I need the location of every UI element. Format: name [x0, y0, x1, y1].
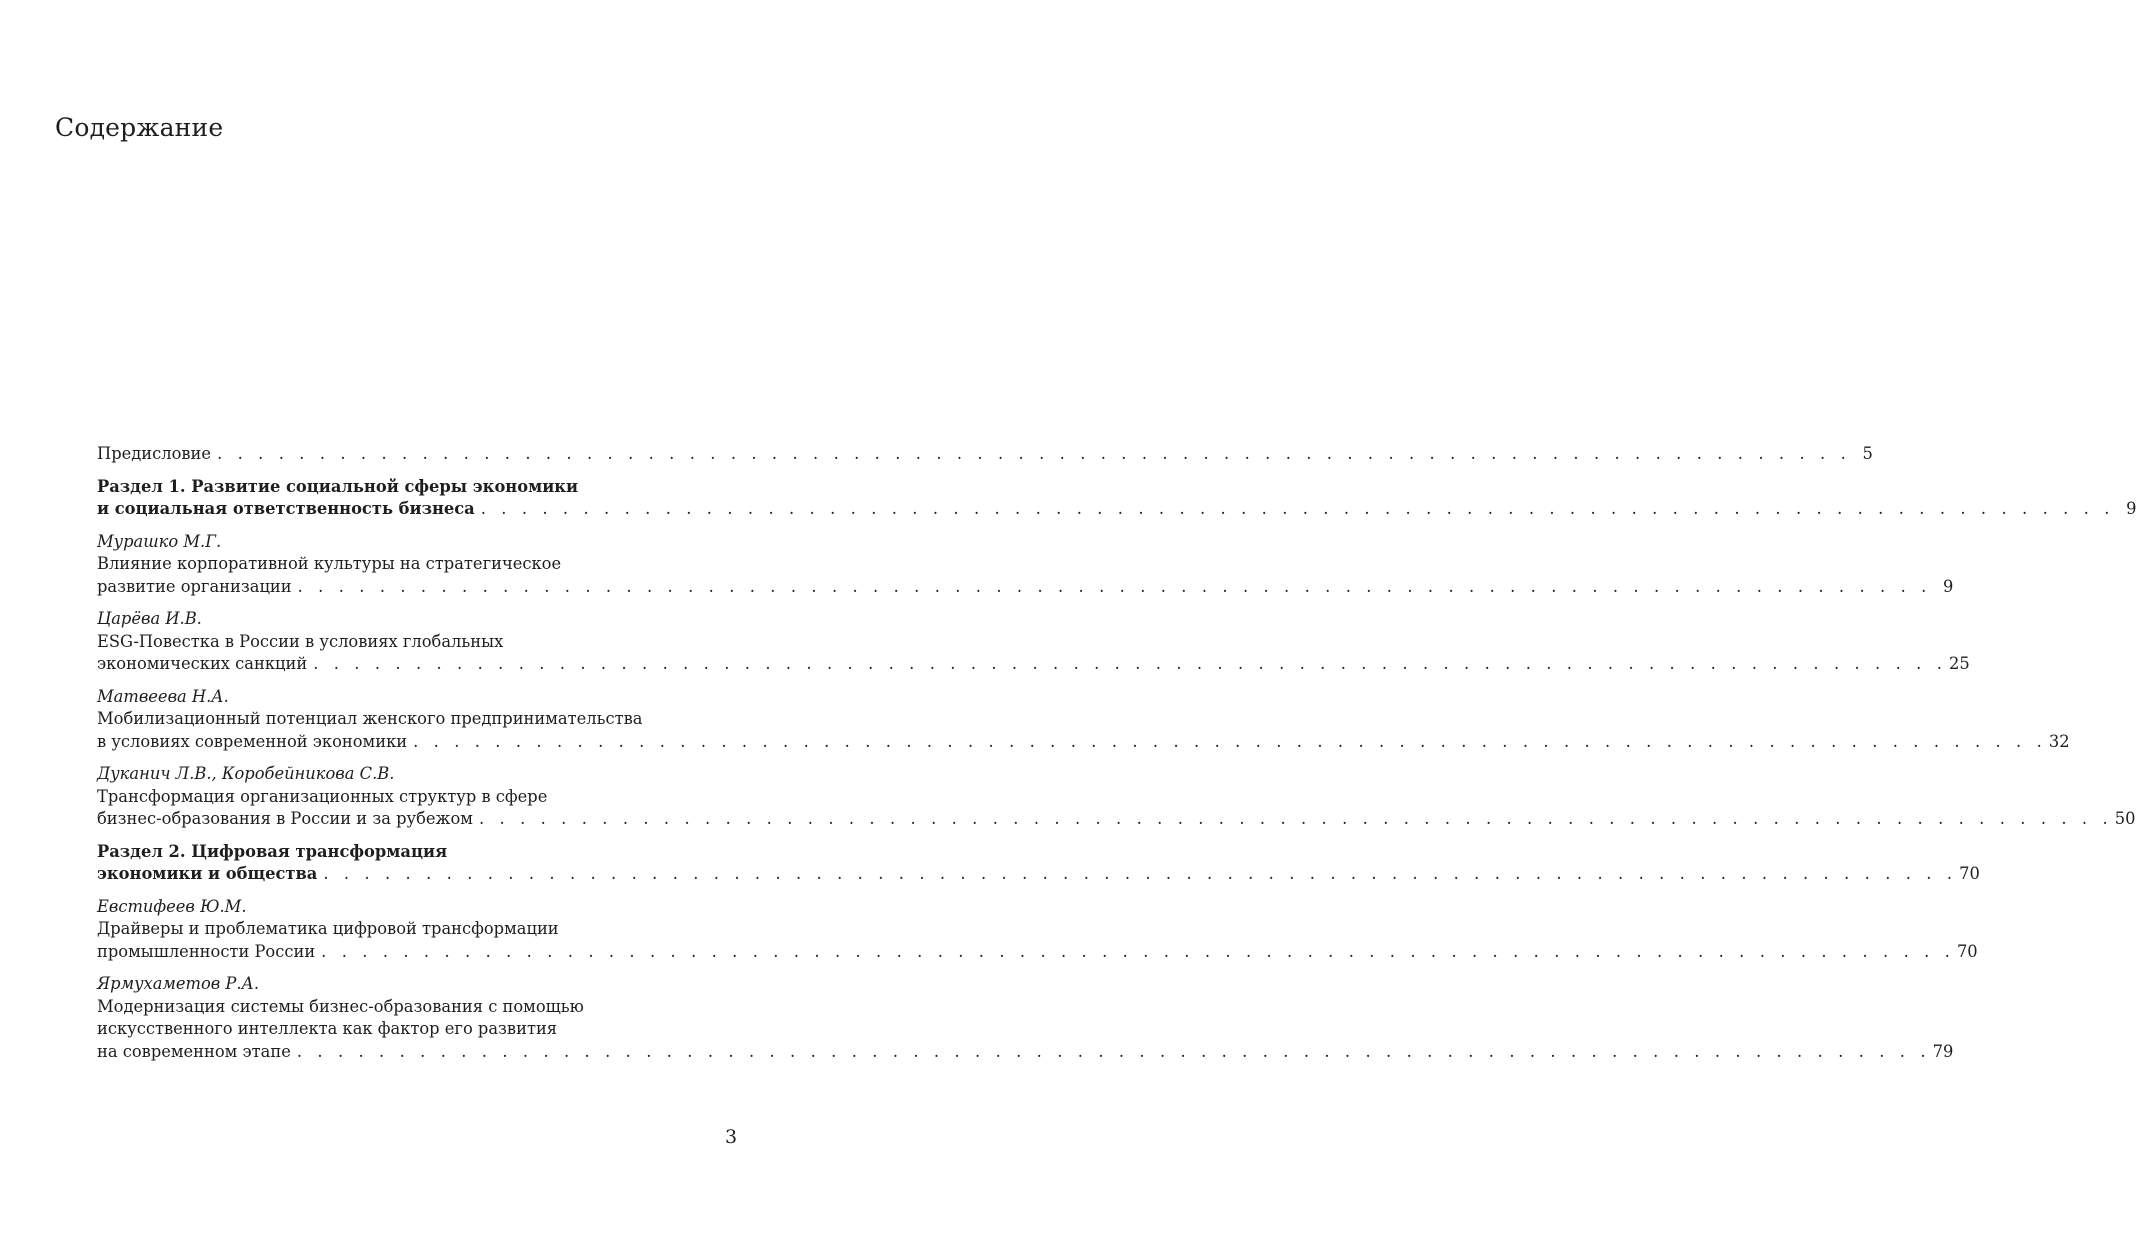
page-number: 3: [725, 1126, 738, 1148]
toc-entry-title-line: Мобилизационный потенциал женского предпринимательства: [97, 709, 643, 728]
dot-leader: . . . . . . . . . . . . . . . . . . . . . . . . . . . . . . . . . . . . . . . . . . . . . . . . . . . . . . . . . . . . . . . . . . . . . . . . . . . . . . . .: [217, 444, 1851, 463]
dot-leader: . . . . . . . . . . . . . . . . . . . . . . . . . . . . . . . . . . . . . . . . . . . . . . . . . . . . . . . . . . . . . . . . . . . . . . . . . . . . . . . .: [478, 809, 2113, 828]
toc-entry-author: Ярмухаметов Р.А.: [97, 974, 260, 993]
toc-entry-title-line: Предисловие: [97, 444, 212, 463]
toc-entry-title-line: и социальная ответственность бизнеса: [97, 499, 475, 518]
toc-entry[interactable]: [97, 608, 1970, 676]
toc-entry-title-line: экономики и общества: [97, 864, 318, 883]
page-title: Содержание: [55, 113, 224, 142]
toc-page-number: 70: [1956, 941, 1978, 961]
toc-entry-title-line: на современном этапе: [97, 1041, 291, 1061]
toc-entry[interactable]: [97, 973, 1954, 1063]
toc-entry-title-line: развитие организации: [97, 576, 292, 596]
toc-entry-title-line: искусственного интеллекта как фактор его развития: [97, 1019, 558, 1038]
toc-entry-title-line: Драйверы и проблематика цифровой трансформации: [97, 919, 559, 938]
table-of-contents: [97, 443, 2137, 1073]
toc-entry-title-line: Влияние корпоративной культуры на стратегическое: [97, 554, 562, 573]
toc-entry[interactable]: [97, 531, 1954, 599]
toc-entry-last-line: [97, 731, 2070, 754]
toc-entry-last-line: [97, 576, 1954, 599]
toc-entry-title-line: бизнес-образования в России и за рубежом: [97, 809, 473, 828]
toc-page-number: 9: [1943, 576, 1954, 596]
dot-leader: . . . . . . . . . . . . . . . . . . . . . . . . . . . . . . . . . . . . . . . . . . . . . . . . . . . . . . . . . . . . . . . . . . . . . . . . . . . . . . . .: [321, 941, 1955, 961]
toc-section-entry[interactable]: [97, 841, 1980, 886]
toc-entry-title-line: Раздел 2. Цифровая трансформация: [97, 841, 448, 861]
toc-page-number: 25: [1948, 654, 1970, 673]
toc-entry-title-line: в условиях современной экономики: [97, 731, 408, 751]
toc-entry-author: Дуканич Л.В., Коробейникова С.В.: [97, 764, 395, 783]
toc-entry-last-line: [97, 808, 2136, 831]
toc-entry[interactable]: [97, 686, 2070, 754]
toc-page-number: 9: [2126, 499, 2137, 518]
toc-entry-author: Матвеева Н.А.: [97, 686, 229, 706]
dot-leader: . . . . . . . . . . . . . . . . . . . . . . . . . . . . . . . . . . . . . . . . . . . . . . . . . . . . . . . . . . . . . . . . . . . . . . . . . . . . . . . .: [297, 576, 1932, 596]
toc-entry-title-line: ESG-Повестка в России в условиях глобальных: [97, 631, 504, 651]
toc-page-number: 50: [2114, 809, 2136, 828]
toc-entry-title-line: Модернизация системы бизнес-образования с помощью: [97, 996, 584, 1016]
toc-entry-last-line: [97, 498, 2137, 521]
dot-leader: . . . . . . . . . . . . . . . . . . . . . . . . . . . . . . . . . . . . . . . . . . . . . . . . . . . . . . . . . . . . . . . . . . . . . . . . . . . . . . . .: [296, 1041, 1931, 1061]
toc-entry-last-line: [97, 443, 1873, 466]
toc-page-number: 70: [1959, 864, 1980, 883]
toc-entry-last-line: [97, 941, 1978, 964]
toc-section-entry[interactable]: [97, 476, 2137, 521]
toc-entry-title-line: экономических санкций: [97, 654, 308, 673]
toc-page-number: 5: [1862, 444, 1873, 463]
dot-leader: . . . . . . . . . . . . . . . . . . . . . . . . . . . . . . . . . . . . . . . . . . . . . . . . . . . . . . . . . . . . . . . . . . . . . . . . . . . . . . . .: [323, 864, 1958, 883]
dot-leader: . . . . . . . . . . . . . . . . . . . . . . . . . . . . . . . . . . . . . . . . . . . . . . . . . . . . . . . . . . . . . . . . . . . . . . . . . . . . . . . .: [313, 654, 1947, 673]
toc-page-number: 32: [2048, 731, 2070, 751]
toc-entry-title-line: Трансформация организационных структур в сфере: [97, 786, 548, 806]
toc-entry[interactable]: [97, 763, 2136, 831]
toc-entry-author: Евстифеев Ю.М.: [97, 896, 247, 916]
toc-entry-title-line: промышленности России: [97, 941, 316, 961]
toc-entry-author: Царёва И.В.: [97, 609, 202, 628]
toc-entry-last-line: [97, 653, 1970, 676]
toc-entry-author: Мурашко М.Г.: [97, 531, 222, 551]
toc-entry-title-line: Раздел 1. Развитие социальной сферы экономики: [97, 476, 579, 496]
dot-leader: . . . . . . . . . . . . . . . . . . . . . . . . . . . . . . . . . . . . . . . . . . . . . . . . . . . . . . . . . . . . . . . . . . . . . . . . . . . . . . . .: [413, 731, 2047, 751]
toc-entry-last-line: [97, 1041, 1954, 1064]
toc-entry-last-line: [97, 863, 1980, 886]
toc-entry[interactable]: [97, 443, 1873, 466]
toc-page-number: 79: [1932, 1041, 1954, 1061]
toc-entry[interactable]: [97, 896, 1978, 964]
dot-leader: . . . . . . . . . . . . . . . . . . . . . . . . . . . . . . . . . . . . . . . . . . . . . . . . . . . . . . . . . . . . . . . . . . . . . . . . . . . . . . . .: [480, 499, 2115, 518]
